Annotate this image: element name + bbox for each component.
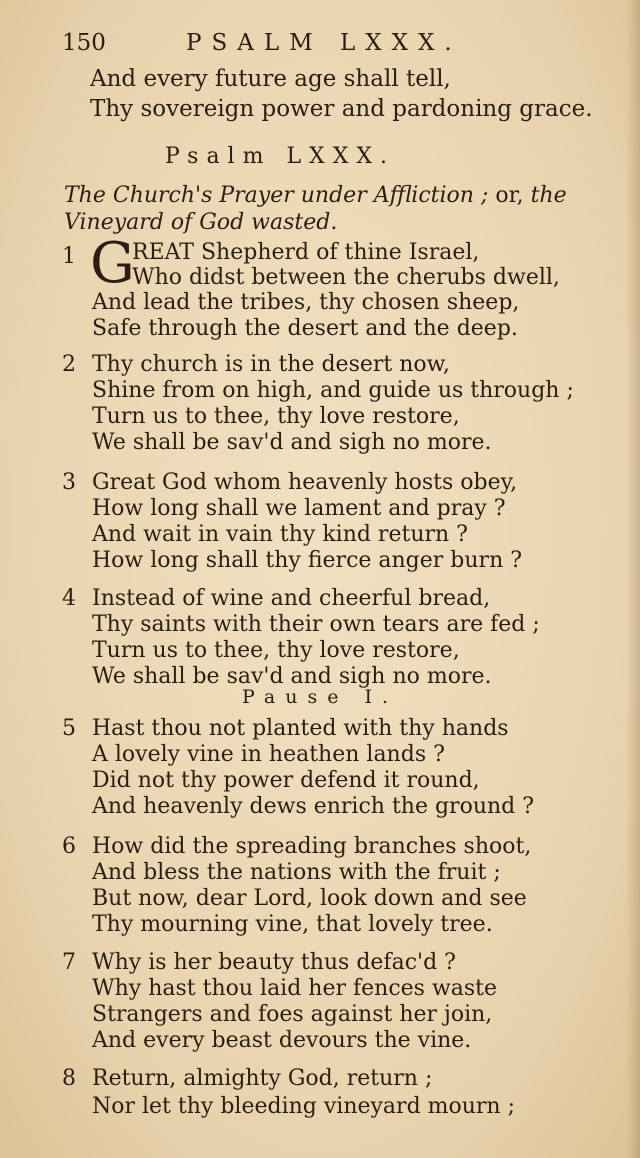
verse-line: And bless the nations with the fruit ; (92, 860, 501, 885)
verse-line: Why hast thou laid her fences waste (92, 976, 498, 1001)
subtitle-or: or, (488, 183, 531, 208)
verse-line: Turn us to thee, thy love restore, (92, 638, 460, 663)
drop-cap: G (90, 231, 135, 296)
verse-line: Strangers and foes against her join, (92, 1002, 493, 1027)
verse-line: And lead the tribes, thy chosen sheep, (92, 290, 520, 315)
subtitle-part: the Vineyard of God wasted. (64, 183, 567, 235)
verse-line: How long shall thy fierce anger burn ? (92, 548, 523, 573)
psalm-title: Psalm LXXX. (164, 144, 396, 169)
verse-line: And wait in vain thy kind return ? (92, 522, 468, 547)
verse-line: REAT Shepherd of thine Israel, (132, 240, 480, 265)
stanza-number: 6 (62, 834, 76, 859)
running-head (62, 30, 522, 60)
carryover-verse (90, 64, 593, 124)
stanza-number: 3 (62, 470, 76, 495)
running-title: PSALM LXXX. (186, 30, 462, 56)
verse-line: Turn us to thee, thy love restore, (92, 404, 460, 429)
verse-line: Return, almighty God, return ; (92, 1066, 433, 1091)
verse-line: Thy church is in the desert now, (92, 352, 450, 377)
psalm-subtitle (64, 182, 584, 236)
stanza-number: 7 (62, 950, 76, 975)
stanza-number: 2 (62, 352, 76, 377)
carryover-line: And every future age shall tell, (90, 66, 451, 92)
verse-line: And every beast devours the vine. (92, 1028, 472, 1053)
verse-line: Did not thy power defend it round, (92, 768, 480, 793)
verse-line: Nor let thy bleeding vineyard mourn ; (92, 1094, 516, 1119)
stanza-number: 1 (62, 244, 76, 269)
stanza-number: 4 (62, 586, 76, 611)
subtitle-part: The Church's Prayer under Affliction ; (64, 183, 489, 208)
verse-line: How long shall we lament and pray ? (92, 496, 506, 521)
pause-heading: Pause I. (241, 686, 399, 708)
verse-line: But now, dear Lord, look down and see (92, 886, 527, 911)
verse-line: Who didst between the cherubs dwell, (132, 265, 560, 290)
verse-line: Safe through the desert and the deep. (92, 316, 518, 341)
carryover-line: Thy sovereign power and pardoning grace. (90, 96, 593, 122)
verse-line: Hast thou not planted with thy hands (92, 716, 509, 741)
verse-line: And heavenly dews enrich the ground ? (92, 794, 535, 819)
verse-line: How did the spreading branches shoot, (92, 834, 532, 859)
verse-line: Great God whom heavenly hosts obey, (92, 470, 518, 495)
page-edge-shadow (626, 0, 640, 1158)
verse-line: Why is her beauty thus defac'd ? (92, 950, 456, 975)
page-number: 150 (62, 30, 106, 56)
verse-line: Instead of wine and cheerful bread, (92, 586, 491, 611)
verse-line: We shall be sav'd and sigh no more. (92, 430, 492, 455)
stanza-number: 8 (62, 1066, 76, 1091)
stanza-number: 5 (62, 716, 76, 741)
verse-line: Thy saints with their own tears are fed ; (92, 612, 540, 637)
verse-line: We shall be sav'd and sigh no more. (92, 664, 492, 689)
verse-line: Shine from on high, and guide us through ; (92, 378, 574, 403)
verse-line: Thy mourning vine, that lovely tree. (92, 912, 493, 937)
verse-line: A lovely vine in heathen lands ? (92, 742, 445, 767)
